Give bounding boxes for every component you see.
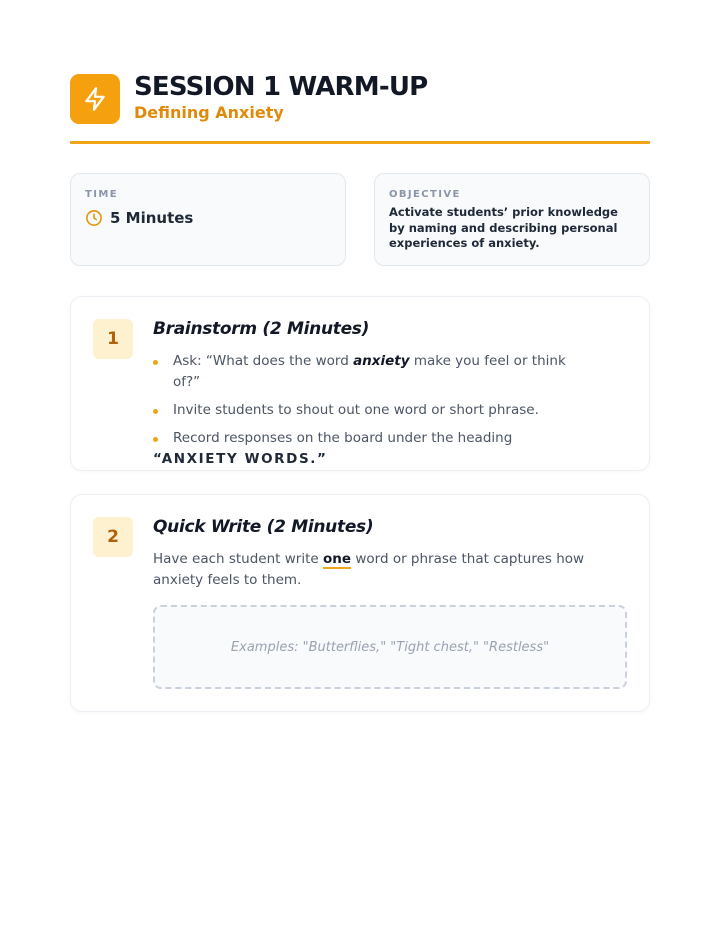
objective-label: OBJECTIVE bbox=[389, 189, 461, 200]
page-title: SESSION 1 WARM-UP bbox=[134, 72, 428, 102]
time-card bbox=[70, 173, 346, 266]
list-item bbox=[153, 400, 593, 421]
examples-text: Examples: "Butterflies," "Tight chest," "Restless" bbox=[230, 639, 550, 655]
bullet-list bbox=[153, 351, 593, 477]
instruction-text: word or phrase that captures how anxiety feels to them. bbox=[153, 551, 585, 588]
objective-text: Activate students’ prior knowledge by naming and describing personal experiences of anxiety. bbox=[389, 205, 618, 250]
step-card-brainstorm bbox=[70, 296, 650, 471]
header-divider bbox=[70, 141, 650, 144]
step-card-quick-write bbox=[70, 494, 650, 712]
bullet-text: Ask: “What does the word bbox=[173, 353, 354, 369]
instruction-text: Have each student write bbox=[153, 551, 323, 567]
page-subtitle: Defining Anxiety bbox=[134, 103, 284, 122]
bullet-text: Record responses on the board under the heading bbox=[173, 430, 513, 446]
bullet-text: Invite students to shout out one word or short phrase. bbox=[173, 402, 539, 418]
step-title: Quick Write (2 Minutes) bbox=[153, 517, 374, 537]
step-instructions bbox=[153, 549, 613, 591]
objective-card bbox=[374, 173, 650, 266]
time-label: TIME bbox=[85, 189, 118, 200]
step-number: 2 bbox=[93, 517, 133, 557]
examples-box bbox=[153, 605, 627, 689]
emphasized-word: anxiety bbox=[353, 353, 410, 369]
bullet-dot bbox=[153, 360, 158, 365]
header bbox=[70, 74, 650, 144]
lightning-bolt-icon bbox=[70, 74, 120, 124]
heading-text: “ANXIETY WORDS.” bbox=[153, 451, 328, 467]
list-item bbox=[153, 351, 593, 393]
list-item bbox=[153, 428, 593, 470]
time-value: 5 Minutes bbox=[110, 209, 194, 227]
step-title: Brainstorm (2 Minutes) bbox=[153, 319, 370, 339]
step-number: 1 bbox=[93, 319, 133, 359]
emphasized-word: one bbox=[323, 551, 352, 567]
bullet-text: make you feel or think of?” bbox=[173, 353, 566, 390]
bullet-dot bbox=[153, 437, 158, 442]
clock-icon bbox=[85, 209, 103, 232]
bullet-dot bbox=[153, 409, 158, 414]
